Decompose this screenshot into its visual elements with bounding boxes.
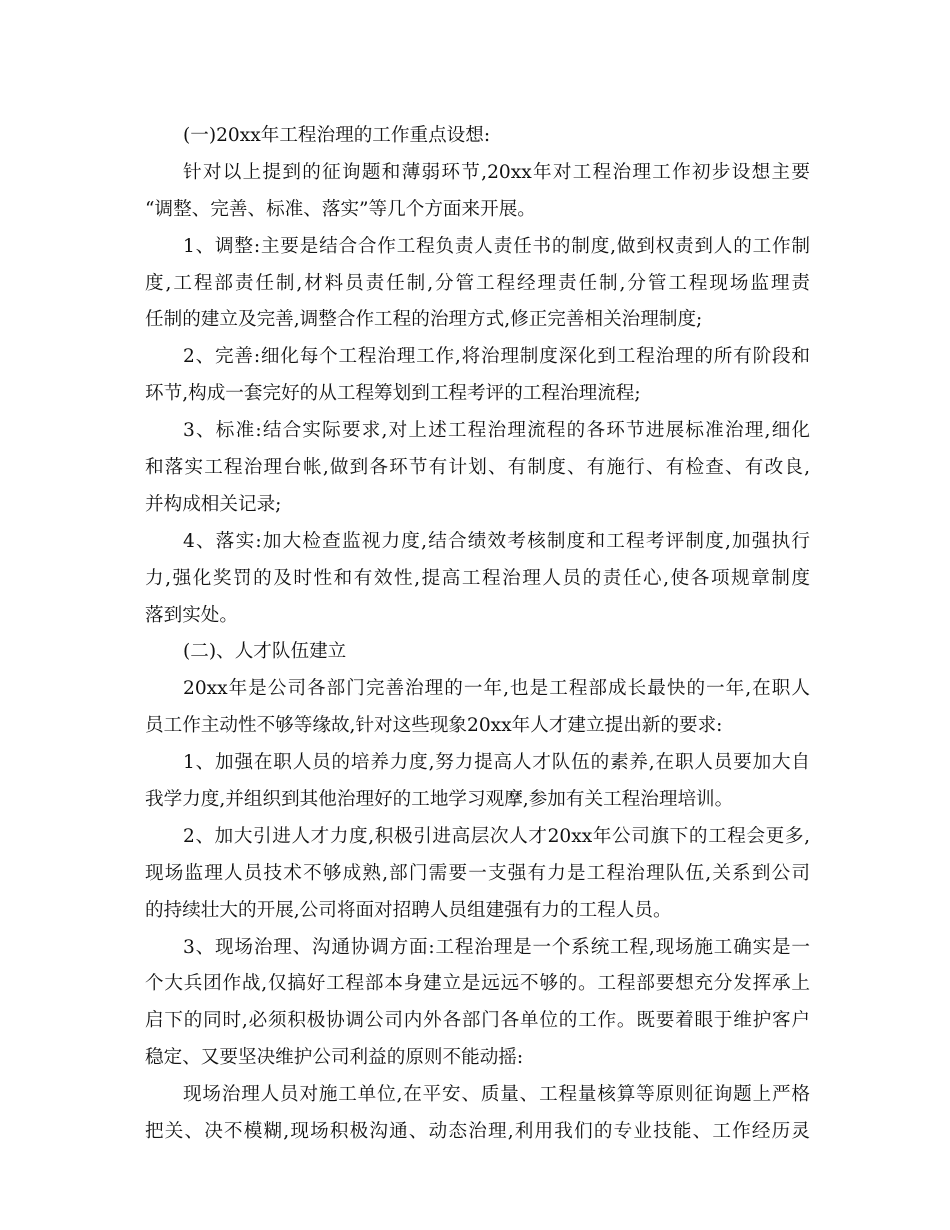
text-line: 环节,构成一套完好的从工程筹划到工程考评的工程治理流程; [145, 383, 641, 405]
text-line: 并构成相关记录; [145, 493, 282, 515]
document-body [145, 118, 810, 1151]
text-line: 的持续壮大的开展,公司将面对招聘人员组建强有力的工程人员。 [145, 899, 672, 921]
text-line: 1、加强在职人员的培养力度,努力提高人才队伍的素养,在职人员要加大自 [183, 752, 810, 774]
text-line: 3、现场治理、沟通协调方面:工程治理是一个系统工程,现场施工确实是一 [183, 936, 810, 958]
text-line: (二)、人才队伍建立 [183, 641, 347, 663]
text-line: 员工作主动性不够等缘故,针对这些现象20xx年人才建立提出新的要求: [145, 715, 723, 737]
text-line: 20xx年是公司各部门完善治理的一年,也是工程部成长最快的一年,在职人 [183, 678, 810, 700]
text-line: 现场治理人员对施工单位,在平安、质量、工程量核算等原则征询题上严格 [183, 1084, 810, 1106]
text-line: 2、完善:细化每个工程治理工作,将治理制度深化到工程治理的所有阶段和 [183, 346, 810, 368]
text-line: 个大兵团作战,仅搞好工程部本身建立是远远不够的。工程部要想充分发挥承上 [145, 973, 810, 995]
text-line: 4、落实:加大检查监视力度,结合绩效考核制度和工程考评制度,加强执行 [183, 530, 810, 552]
text-line: 落到实处。 [145, 604, 238, 626]
text-line: 1、调整:主要是结合合作工程负责人责任书的制度,做到权责到人的工作制 [183, 235, 810, 257]
text-line: 针对以上提到的征询题和薄弱环节,20xx年对工程治理工作初步设想主要 [183, 161, 810, 183]
text-line: 稳定、又要坚决维护公司利益的原则不能动摇: [145, 1047, 524, 1069]
text-line: 3、标准:结合实际要求,对上述工程治理流程的各环节进展标准治理,细化 [183, 420, 810, 442]
text-line: 力,强化奖罚的及时性和有效性,提高工程治理人员的责任心,使各项规章制度 [145, 567, 810, 589]
text-line: 把关、决不模糊,现场积极沟通、动态治理,利用我们的专业技能、工作经历灵 [145, 1121, 810, 1143]
text-line: (一)20xx年工程治理的工作重点设想: [183, 125, 491, 146]
text-line: 和落实工程治理台帐,做到各环节有计划、有制度、有施行、有检查、有改良, [145, 457, 810, 479]
text-line: 我学力度,并组织到其他治理好的工地学习观摩,参加有关工程治理培训。 [145, 789, 734, 811]
text-line: 2、加大引进人才力度,积极引进高层次人才20xx年公司旗下的工程会更多, [183, 825, 810, 847]
text-line: “调整、完善、标准、落实”等几个方面来开展。 [145, 198, 536, 220]
text-line: 度,工程部责任制,材料员责任制,分管工程经理责任制,分管工程现场监理责 [145, 272, 810, 294]
text-line: 启下的同时,必须积极协调公司内外各部门各单位的工作。既要着眼于维护客户 [145, 1010, 810, 1032]
text-line: 现场监理人员技术不够成熟,部门需要一支强有力是工程治理队伍,关系到公司 [145, 862, 810, 884]
text-line: 任制的建立及完善,调整合作工程的治理方式,修正完善相关治理制度; [145, 309, 703, 331]
